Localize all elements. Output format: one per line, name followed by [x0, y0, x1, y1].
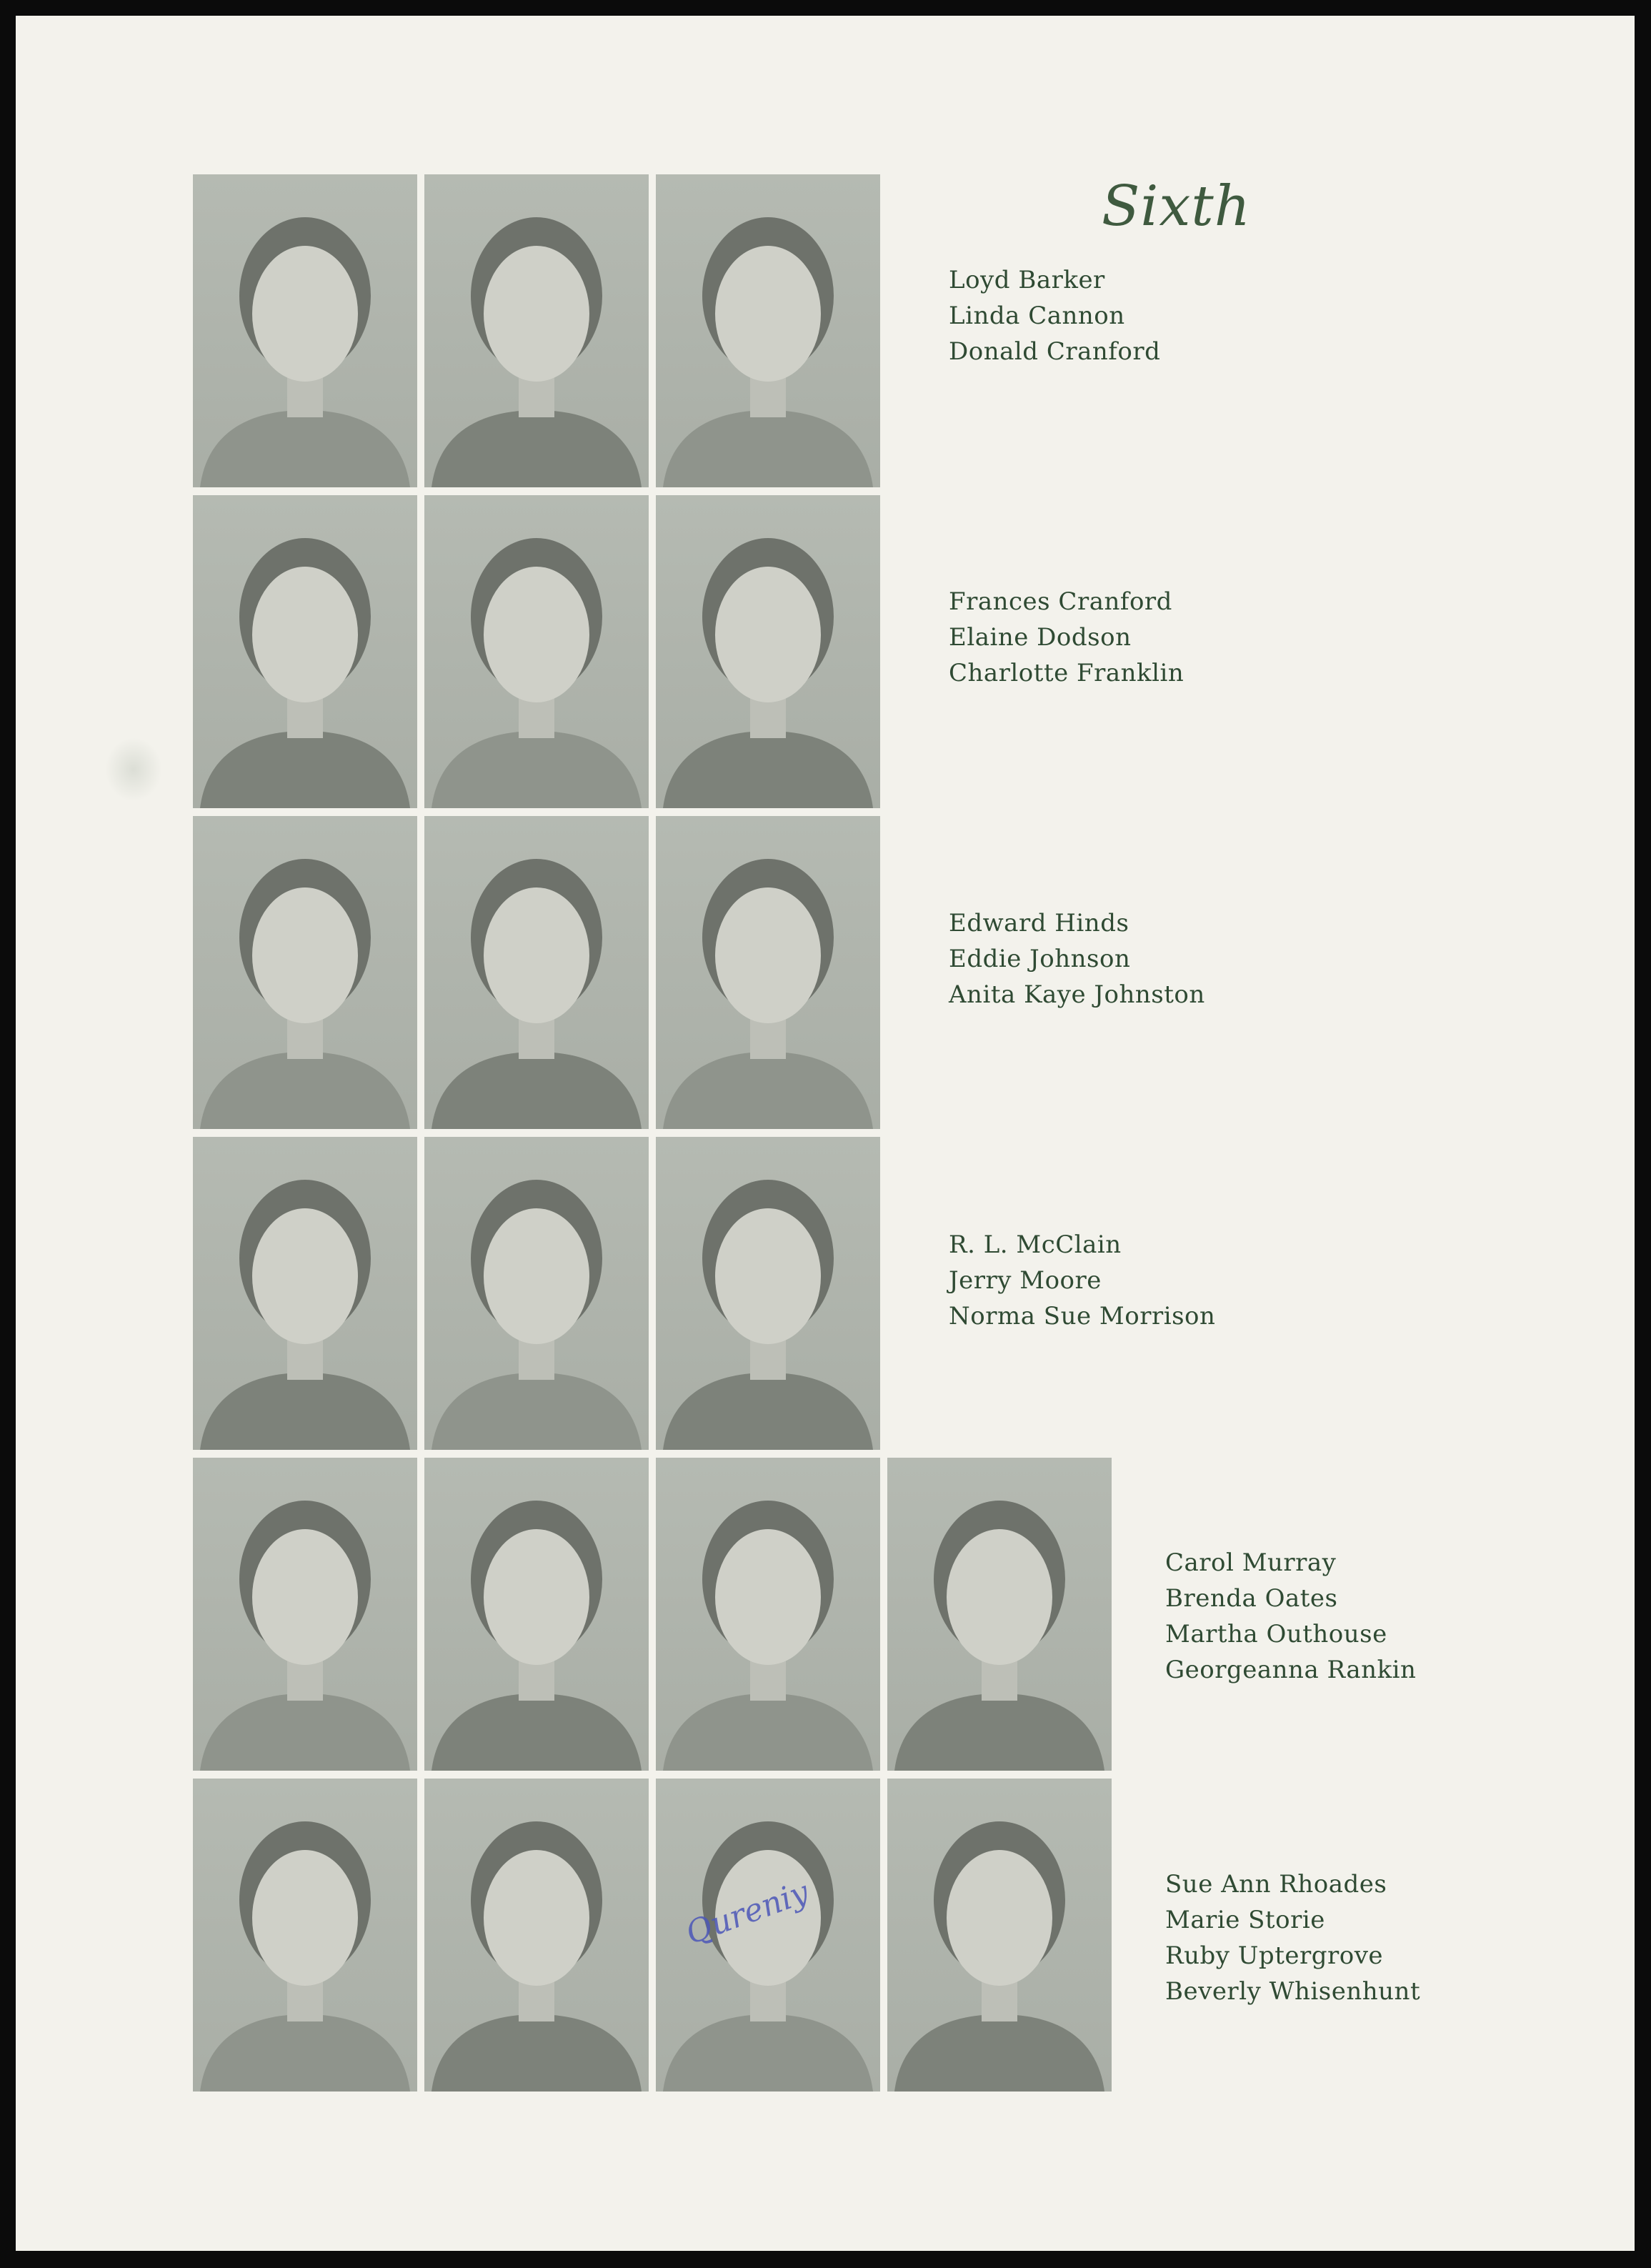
portrait-face	[484, 246, 589, 382]
portrait-photo	[424, 174, 649, 487]
portrait-shoulders	[432, 2014, 642, 2092]
portrait-shoulders	[663, 410, 873, 487]
portrait-shoulders	[663, 1052, 873, 1129]
portrait-face	[715, 887, 821, 1023]
portrait-silhouette	[887, 1458, 1112, 1771]
portrait-photo	[193, 816, 417, 1129]
page-smudge	[105, 737, 162, 802]
portrait-silhouette	[424, 495, 649, 808]
portrait-face	[484, 887, 589, 1023]
student-name: Georgeanna Rankin	[1165, 1656, 1417, 1684]
portrait-face	[715, 246, 821, 382]
portrait-photo	[656, 174, 880, 487]
portrait-photo	[656, 1458, 880, 1771]
portrait-silhouette	[887, 1779, 1112, 2092]
portrait-photo	[656, 1137, 880, 1450]
student-name: Eddie Johnson	[949, 945, 1131, 973]
portrait-silhouette	[656, 174, 880, 487]
portrait-photo	[656, 495, 880, 808]
portrait-shoulders	[200, 731, 410, 808]
portrait-shoulders	[200, 1052, 410, 1129]
portrait-face	[252, 246, 358, 382]
portrait-photo	[193, 1137, 417, 1450]
portrait-face	[484, 1850, 589, 1986]
name-list	[949, 905, 1205, 1013]
portrait-photo	[193, 1458, 417, 1771]
student-name: R. L. McClain	[949, 1230, 1122, 1259]
name-list	[949, 262, 1160, 369]
portrait-face	[252, 887, 358, 1023]
portrait-photo	[193, 1779, 417, 2092]
portrait-face	[484, 567, 589, 702]
portrait-silhouette	[193, 495, 417, 808]
portrait-photo	[887, 1458, 1112, 1771]
page-heading: Sixth	[1102, 174, 1251, 239]
portrait-shoulders	[663, 1693, 873, 1771]
student-name: Anita Kaye Johnston	[949, 980, 1205, 1009]
student-name: Jerry Moore	[949, 1266, 1102, 1295]
portrait-photo	[193, 174, 417, 487]
portrait-photo	[424, 1779, 649, 2092]
portrait-photo	[424, 1137, 649, 1450]
portrait-silhouette	[193, 816, 417, 1129]
portrait-face	[715, 1529, 821, 1665]
portrait-shoulders	[663, 731, 873, 808]
portrait-silhouette	[424, 174, 649, 487]
portrait-photo	[887, 1779, 1112, 2092]
portrait-face	[252, 1529, 358, 1665]
handwritten-signature: Qureniy	[681, 1874, 814, 1952]
student-name: Linda Cannon	[949, 302, 1125, 330]
student-name: Martha Outhouse	[1165, 1620, 1387, 1648]
portrait-face	[252, 1850, 358, 1986]
student-name: Charlotte Franklin	[949, 659, 1184, 687]
portrait-shoulders	[894, 2014, 1104, 2092]
student-name: Marie Storie	[1165, 1906, 1325, 1934]
portrait-shoulders	[432, 1373, 642, 1450]
student-name: Frances Cranford	[949, 587, 1172, 616]
portrait-silhouette	[193, 174, 417, 487]
portrait-photo	[424, 495, 649, 808]
portrait-face	[715, 567, 821, 702]
portrait-shoulders	[200, 410, 410, 487]
portrait-face	[484, 1208, 589, 1344]
portrait-silhouette	[656, 495, 880, 808]
portrait-shoulders	[200, 2014, 410, 2092]
portrait-shoulders	[200, 1693, 410, 1771]
name-list	[1165, 1866, 1420, 2009]
portrait-silhouette	[424, 1779, 649, 2092]
portrait-photo	[656, 816, 880, 1129]
student-name: Loyd Barker	[949, 266, 1105, 294]
portrait-silhouette	[656, 816, 880, 1129]
portrait-shoulders	[432, 1052, 642, 1129]
portrait-shoulders	[200, 1373, 410, 1450]
portrait-shoulders	[432, 731, 642, 808]
portrait-face	[947, 1529, 1052, 1665]
portrait-silhouette	[193, 1137, 417, 1450]
portrait-silhouette	[656, 1458, 880, 1771]
name-list	[949, 1227, 1215, 1334]
portrait-shoulders	[663, 1373, 873, 1450]
student-name: Sue Ann Rhoades	[1165, 1870, 1387, 1899]
portrait-face	[947, 1850, 1052, 1986]
portrait-silhouette	[424, 1458, 649, 1771]
portrait-photo	[424, 816, 649, 1129]
yearbook-page	[16, 16, 1635, 2251]
portrait-photo	[424, 1458, 649, 1771]
portrait-face	[252, 1208, 358, 1344]
portrait-shoulders	[663, 2014, 873, 2092]
name-list	[1165, 1545, 1416, 1688]
portrait-face	[715, 1208, 821, 1344]
student-name: Elaine Dodson	[949, 623, 1132, 652]
portrait-shoulders	[894, 1693, 1104, 1771]
student-name: Norma Sue Morrison	[949, 1302, 1216, 1331]
student-name: Beverly Whisenhunt	[1165, 1977, 1421, 2006]
portrait-face	[484, 1529, 589, 1665]
student-name: Ruby Uptergrove	[1165, 1941, 1384, 1970]
portrait-silhouette	[424, 816, 649, 1129]
student-name: Edward Hinds	[949, 909, 1129, 937]
portrait-shoulders	[432, 1693, 642, 1771]
portrait-silhouette	[656, 1137, 880, 1450]
student-name: Carol Murray	[1165, 1548, 1337, 1577]
portrait-silhouette	[424, 1137, 649, 1450]
portrait-photo	[193, 495, 417, 808]
portrait-face	[252, 567, 358, 702]
student-name: Brenda Oates	[1165, 1584, 1338, 1613]
name-list	[949, 584, 1184, 691]
portrait-silhouette	[193, 1779, 417, 2092]
student-name: Donald Cranford	[949, 337, 1161, 366]
portrait-shoulders	[432, 410, 642, 487]
portrait-silhouette	[193, 1458, 417, 1771]
